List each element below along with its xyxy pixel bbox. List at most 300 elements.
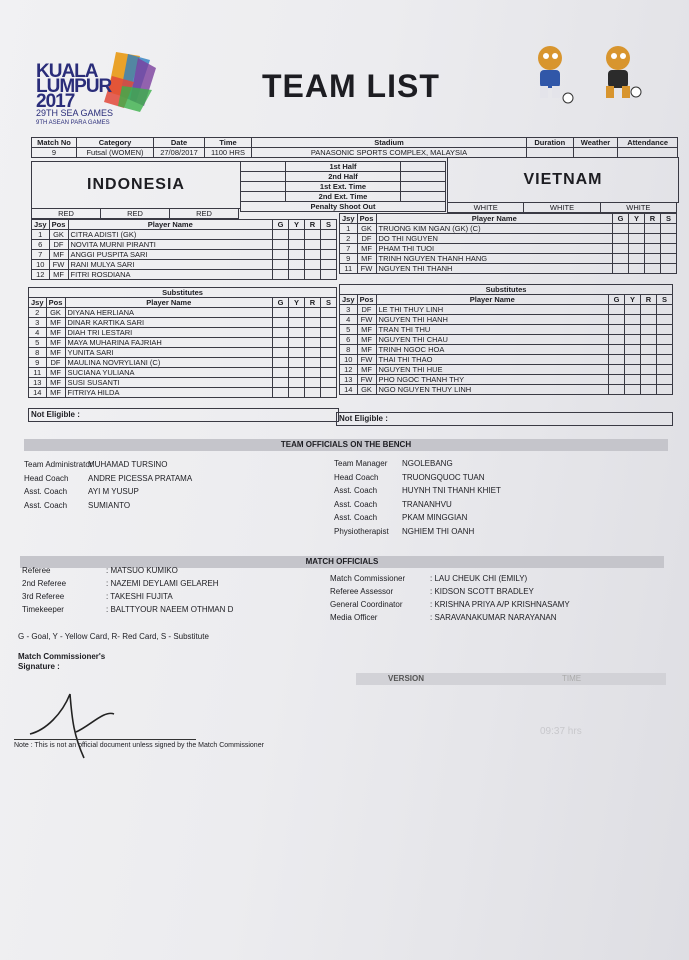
- player-row: [340, 234, 677, 244]
- officials-a-role: Head Coach: [24, 473, 69, 483]
- goal-cell: [609, 305, 625, 315]
- red-cell: [641, 345, 657, 355]
- team-a-kit-3: RED: [170, 209, 239, 219]
- category-label: Category: [77, 138, 154, 148]
- position: FW: [49, 260, 68, 270]
- time-label-faded: TIME: [562, 674, 582, 683]
- yellow-cell: [289, 260, 305, 270]
- position: MF: [357, 244, 376, 254]
- officials-b-name: TRUONGQUOC TUAN: [402, 472, 485, 482]
- goal-cell: [609, 335, 625, 345]
- logo-para-games: 9TH ASEAN PARA GAMES: [36, 120, 110, 126]
- red-cell: [641, 355, 657, 365]
- sub-cell: [321, 348, 337, 358]
- player-row: [29, 338, 337, 348]
- commission-name: : KIDSON SCOTT BRADLEY: [430, 587, 534, 596]
- officials-b-name: NGOLEBANG: [402, 459, 453, 468]
- jsy-header: Jsy: [340, 214, 358, 224]
- officials-title: TEAM OFFICIALS ON THE BENCH: [24, 439, 668, 451]
- goal-cell: [273, 260, 289, 270]
- player-name: MAULINA NOVRYLIANI (C): [65, 358, 272, 368]
- player-row: [340, 315, 673, 325]
- commission-role: Match Commissioner: [330, 574, 406, 583]
- player-name: DIAH TRI LESTARI: [65, 328, 272, 338]
- referees-name: : MATSUO KUMIKO: [106, 566, 178, 575]
- position: FW: [357, 355, 376, 365]
- g-header: G: [273, 220, 289, 230]
- player-name: LE THI THUY LINH: [376, 305, 608, 315]
- sub-cell: [661, 244, 677, 254]
- yellow-cell: [289, 270, 305, 280]
- yellow-cell: [625, 305, 641, 315]
- red-cell: [641, 315, 657, 325]
- referees-role: Referee: [22, 566, 51, 575]
- red-cell: [305, 328, 321, 338]
- player-row: [32, 240, 337, 250]
- sub-cell: [321, 368, 337, 378]
- position: FW: [357, 264, 376, 274]
- player-name: THAI THI THAO: [376, 355, 608, 365]
- team-a-kit-1: RED: [32, 209, 101, 219]
- red-cell: [641, 385, 657, 395]
- commission-name: : LAU CHEUK CHI (EMILY): [430, 574, 528, 583]
- time-value: 1100 HRS: [205, 148, 252, 158]
- red-cell: [305, 358, 321, 368]
- g-header: G: [613, 214, 629, 224]
- red-cell: [305, 250, 321, 260]
- player-name: MAYA MUHARINA FAJRIAH: [65, 338, 272, 348]
- officials-a-name: AYI M YUSUP: [88, 487, 139, 496]
- version-label: VERSION: [388, 674, 425, 683]
- sub-cell: [321, 230, 337, 240]
- goal-cell: [609, 315, 625, 325]
- team-a-kits: [31, 208, 239, 219]
- sub-cell: [657, 385, 673, 395]
- player-row: [340, 224, 677, 234]
- position: MF: [46, 328, 65, 338]
- jersey-number: 5: [29, 338, 47, 348]
- attendance-value: [618, 148, 678, 158]
- stadium-label: Stadium: [252, 138, 527, 148]
- sub-cell: [321, 388, 337, 398]
- player-row: [29, 318, 337, 328]
- red-cell: [305, 308, 321, 318]
- player-name: TRINH NGUYEN THANH HANG: [376, 254, 612, 264]
- subs-header: Substitutes: [29, 288, 337, 298]
- r-header: R: [305, 298, 321, 308]
- player-name: SUCIANA YULIANA: [65, 368, 272, 378]
- goal-cell: [613, 234, 629, 244]
- team-a-players-grid: [31, 219, 337, 280]
- yellow-cell: [625, 385, 641, 395]
- referees-role: 3rd Referee: [22, 592, 65, 601]
- officials-a-role: Team Administrator: [24, 460, 93, 469]
- yellow-cell: [289, 230, 305, 240]
- player-name: RANI MULYA SARI: [68, 260, 272, 270]
- referees-name: : BALTTYOUR NAEEM OTHMAN D: [106, 605, 234, 614]
- referees-name: : NAZEMI DEYLAMI GELAREH: [106, 579, 219, 588]
- player-header: Player Name: [376, 214, 612, 224]
- team-a-name-box: [31, 161, 241, 209]
- jersey-number: 10: [32, 260, 50, 270]
- jersey-number: 11: [29, 368, 47, 378]
- player-row: [340, 264, 677, 274]
- jersey-number: 13: [340, 375, 358, 385]
- sub-cell: [321, 358, 337, 368]
- yellow-cell: [625, 365, 641, 375]
- player-name: NGUYEN THI HANH: [376, 315, 608, 325]
- signature-label: Signature :: [18, 662, 60, 671]
- red-cell: [305, 348, 321, 358]
- jersey-number: 2: [29, 308, 47, 318]
- sub-cell: [321, 260, 337, 270]
- referees-role: Timekeeper: [22, 605, 64, 614]
- jersey-number: 13: [29, 378, 47, 388]
- position: MF: [357, 345, 376, 355]
- sub-cell: [661, 264, 677, 274]
- player-name: TRINH NGOC HOA: [376, 345, 608, 355]
- player-row: [340, 254, 677, 264]
- pos-header: Pos: [46, 298, 65, 308]
- commission-name: : KRISHNA PRIYA A/P KRISHNASAMY: [430, 600, 570, 609]
- goal-cell: [613, 224, 629, 234]
- goal-cell: [273, 348, 289, 358]
- player-header: Player Name: [65, 298, 272, 308]
- attendance-label: Attendance: [618, 138, 678, 148]
- r-header: R: [305, 220, 321, 230]
- jersey-number: 9: [340, 254, 358, 264]
- player-row: [29, 348, 337, 358]
- officials-b-role: Team Manager: [334, 459, 388, 468]
- score-table: [240, 161, 446, 212]
- goal-cell: [273, 338, 289, 348]
- officials-b-role: Asst. Coach: [334, 513, 378, 522]
- sub-cell: [657, 325, 673, 335]
- time-stamp-faded: 09:37 hrs: [540, 726, 582, 737]
- player-row: [340, 385, 673, 395]
- officials-a-name: ANDRE PICESSA PRATAMA: [88, 473, 193, 483]
- commissioner-signature-label: Match Commissioner's: [18, 652, 106, 661]
- red-cell: [641, 335, 657, 345]
- player-name: DINAR KARTIKA SARI: [65, 318, 272, 328]
- score-row-1: 1st Half: [286, 162, 401, 172]
- player-header: Player Name: [376, 295, 608, 305]
- sub-cell: [661, 224, 677, 234]
- sub-cell: [321, 338, 337, 348]
- player-name: DIYANA HERLIANA: [65, 308, 272, 318]
- position: MF: [46, 348, 65, 358]
- yellow-cell: [629, 254, 645, 264]
- officials-a-name: SUMIANTO: [88, 500, 131, 510]
- sub-cell: [657, 335, 673, 345]
- team-a-subs-grid: [28, 287, 337, 398]
- position: MF: [46, 388, 65, 398]
- officials-b-role: Head Coach: [334, 472, 379, 482]
- team-b-not-eligible: Not Eligible :: [336, 412, 673, 426]
- jsy-header: Jsy: [340, 295, 358, 305]
- position: GK: [357, 224, 376, 234]
- yellow-cell: [289, 358, 305, 368]
- goal-cell: [609, 345, 625, 355]
- s-header: S: [657, 295, 673, 305]
- yellow-cell: [625, 335, 641, 345]
- goal-cell: [609, 325, 625, 335]
- position: DF: [357, 305, 376, 315]
- player-name: NOVITA MURNI PIRANTI: [68, 240, 272, 250]
- team-a-subs-table: [28, 287, 337, 398]
- score-row-2: 2nd Half: [286, 172, 401, 182]
- s-header: S: [321, 298, 337, 308]
- red-cell: [645, 244, 661, 254]
- jersey-number: 10: [340, 355, 358, 365]
- match-no-value: 9: [32, 148, 77, 158]
- yellow-cell: [289, 308, 305, 318]
- position: DF: [49, 240, 68, 250]
- red-cell: [645, 234, 661, 244]
- yellow-cell: [629, 224, 645, 234]
- position: DF: [357, 234, 376, 244]
- red-cell: [305, 378, 321, 388]
- yellow-cell: [289, 250, 305, 260]
- team-b-subs-table: [339, 284, 673, 395]
- team-a-name: INDONESIA: [87, 176, 185, 193]
- jersey-number: 3: [340, 305, 358, 315]
- position: MF: [357, 325, 376, 335]
- position: MF: [357, 365, 376, 375]
- match-no-label: Match No: [32, 138, 77, 148]
- mascot-tiger-icon: [526, 42, 578, 104]
- player-row: [340, 244, 677, 254]
- team-b-name-box: [447, 157, 679, 203]
- red-cell: [641, 305, 657, 315]
- yellow-cell: [625, 315, 641, 325]
- goal-cell: [273, 250, 289, 260]
- player-row: [32, 270, 337, 280]
- g-header: G: [609, 295, 625, 305]
- position: MF: [46, 368, 65, 378]
- player-row: [29, 328, 337, 338]
- player-name: NGO NGUYEN THUY LINH: [376, 385, 608, 395]
- yellow-cell: [625, 325, 641, 335]
- score-row-4: 2nd Ext. Time: [286, 192, 401, 202]
- page-title: TEAM LIST: [262, 68, 440, 104]
- version-bar: [356, 673, 666, 685]
- player-name: TRUONG KIM NGAN (GK) (C): [376, 224, 612, 234]
- signature-line: [14, 739, 196, 740]
- officials-b-name: NGHIEM THI OANH: [402, 526, 475, 536]
- position: MF: [357, 335, 376, 345]
- yellow-cell: [625, 355, 641, 365]
- yellow-cell: [625, 345, 641, 355]
- player-name: SUSI SUSANTI: [65, 378, 272, 388]
- goal-cell: [273, 308, 289, 318]
- goal-cell: [273, 388, 289, 398]
- jsy-header: Jsy: [32, 220, 50, 230]
- jersey-number: 5: [340, 325, 358, 335]
- position: MF: [49, 270, 68, 280]
- player-name: DO THI NGUYEN: [376, 234, 612, 244]
- yellow-cell: [289, 348, 305, 358]
- player-row: [29, 368, 337, 378]
- goal-cell: [273, 318, 289, 328]
- goal-cell: [609, 375, 625, 385]
- officials-b-role: Physiotherapist: [334, 526, 389, 536]
- goal-cell: [273, 240, 289, 250]
- pos-header: Pos: [357, 295, 376, 305]
- position: MF: [49, 250, 68, 260]
- sub-cell: [661, 254, 677, 264]
- team-b-subs-grid: [339, 284, 673, 395]
- jersey-number: 11: [340, 264, 358, 274]
- jersey-number: 1: [32, 230, 50, 240]
- y-header: Y: [289, 298, 305, 308]
- r-header: R: [641, 295, 657, 305]
- goal-cell: [613, 264, 629, 274]
- goal-cell: [273, 358, 289, 368]
- officials-b-name: PKAM MINGGIAN: [402, 513, 468, 522]
- yellow-cell: [289, 240, 305, 250]
- team-a-players-table: [31, 219, 337, 280]
- y-header: Y: [289, 220, 305, 230]
- pos-header: Pos: [357, 214, 376, 224]
- jersey-number: 8: [340, 345, 358, 355]
- date-value: 27/08/2017: [154, 148, 205, 158]
- position: FW: [357, 375, 376, 385]
- date-label: Date: [154, 138, 205, 148]
- score-row-3: 1st Ext. Time: [286, 182, 401, 192]
- sub-cell: [657, 355, 673, 365]
- goal-cell: [273, 378, 289, 388]
- commission-name: : SARAVANAKUMAR NARAYANAN: [430, 613, 557, 622]
- mascot-tiger-icon-2: [594, 42, 646, 104]
- position: MF: [46, 338, 65, 348]
- goal-cell: [273, 368, 289, 378]
- player-name: ANGGI PUSPITA SARI: [68, 250, 272, 260]
- sub-cell: [321, 328, 337, 338]
- referees-name: : TAKESHI FUJITA: [106, 592, 173, 601]
- position: FW: [357, 315, 376, 325]
- player-name: PHAM THI TUOI: [376, 244, 612, 254]
- jersey-number: 1: [340, 224, 358, 234]
- player-row: [29, 378, 337, 388]
- jersey-number: 14: [29, 388, 47, 398]
- red-cell: [305, 338, 321, 348]
- sub-cell: [657, 365, 673, 375]
- player-name: NGUYEN THI CHAU: [376, 335, 608, 345]
- sub-cell: [321, 378, 337, 388]
- red-cell: [305, 318, 321, 328]
- sub-cell: [321, 318, 337, 328]
- red-cell: [641, 325, 657, 335]
- team-b-kit-2: WHITE: [524, 203, 600, 213]
- officials-b-name: TRANANHVU: [402, 499, 452, 509]
- match-info-table: [31, 137, 678, 158]
- jersey-number: 14: [340, 385, 358, 395]
- jersey-number: 4: [340, 315, 358, 325]
- player-row: [340, 305, 673, 315]
- jersey-number: 4: [29, 328, 47, 338]
- team-b-kit-1: WHITE: [448, 203, 524, 213]
- team-b-players-table: [339, 213, 677, 274]
- sub-cell: [321, 240, 337, 250]
- sea-games-logo: [28, 46, 168, 136]
- sub-cell: [321, 308, 337, 318]
- stadium-value: PANASONIC SPORTS COMPLEX, MALAYSIA: [252, 148, 527, 158]
- position: GK: [357, 385, 376, 395]
- player-row: [340, 335, 673, 345]
- goal-cell: [609, 385, 625, 395]
- officials-b-role: Asst. Coach: [334, 499, 378, 509]
- position: MF: [46, 318, 65, 328]
- jersey-number: 9: [29, 358, 47, 368]
- yellow-cell: [289, 378, 305, 388]
- jersey-number: 8: [29, 348, 47, 358]
- player-row: [340, 365, 673, 375]
- yellow-cell: [289, 318, 305, 328]
- y-header: Y: [625, 295, 641, 305]
- yellow-cell: [289, 328, 305, 338]
- jersey-number: 2: [340, 234, 358, 244]
- yellow-cell: [629, 264, 645, 274]
- red-cell: [641, 375, 657, 385]
- logo-games: 29TH SEA GAMES: [36, 108, 114, 118]
- jersey-number: 6: [340, 335, 358, 345]
- r-header: R: [645, 214, 661, 224]
- sub-cell: [657, 305, 673, 315]
- note-text: Note : This is not an official document unless signed by the Match Commissioner: [14, 742, 264, 749]
- jersey-number: 7: [340, 244, 358, 254]
- player-name: TRAN THI THU: [376, 325, 608, 335]
- officials-a-name: MUHAMAD TURSINO: [88, 460, 168, 469]
- sub-cell: [657, 375, 673, 385]
- position: DF: [46, 358, 65, 368]
- duration-label: Duration: [527, 138, 574, 148]
- position: MF: [357, 254, 376, 264]
- yellow-cell: [625, 375, 641, 385]
- player-row: [29, 358, 337, 368]
- team-a-not-eligible: Not Eligible :: [28, 408, 339, 422]
- team-b-players-grid: [339, 213, 677, 274]
- red-cell: [305, 270, 321, 280]
- time-label: Time: [205, 138, 252, 148]
- sub-cell: [657, 315, 673, 325]
- commission-role: Media Officer: [330, 613, 378, 622]
- player-name: CITRA ADISTI (GK): [68, 230, 272, 240]
- goal-cell: [273, 230, 289, 240]
- team-b-kit-3: WHITE: [600, 203, 676, 213]
- red-cell: [305, 388, 321, 398]
- jersey-number: 12: [340, 365, 358, 375]
- position: MF: [46, 378, 65, 388]
- team-b-name: VIETNAM: [523, 171, 603, 188]
- jersey-number: 7: [32, 250, 50, 260]
- subs-header: Substitutes: [340, 285, 673, 295]
- officials-a-role: Asst. Coach: [24, 500, 68, 510]
- yellow-cell: [289, 388, 305, 398]
- player-name: PHO NGOC THANH THY: [376, 375, 608, 385]
- officials-b-name: HUYNH TNI THANH KHIET: [402, 486, 501, 495]
- player-row: [340, 345, 673, 355]
- red-cell: [641, 365, 657, 375]
- commission-role: General Coordinator: [330, 600, 403, 609]
- jersey-number: 6: [32, 240, 50, 250]
- weather-label: Weather: [573, 138, 618, 148]
- referees-role: 2nd Referee: [22, 579, 67, 588]
- duration-value: [527, 148, 574, 158]
- player-row: [32, 250, 337, 260]
- yellow-cell: [289, 338, 305, 348]
- player-row: [32, 260, 337, 270]
